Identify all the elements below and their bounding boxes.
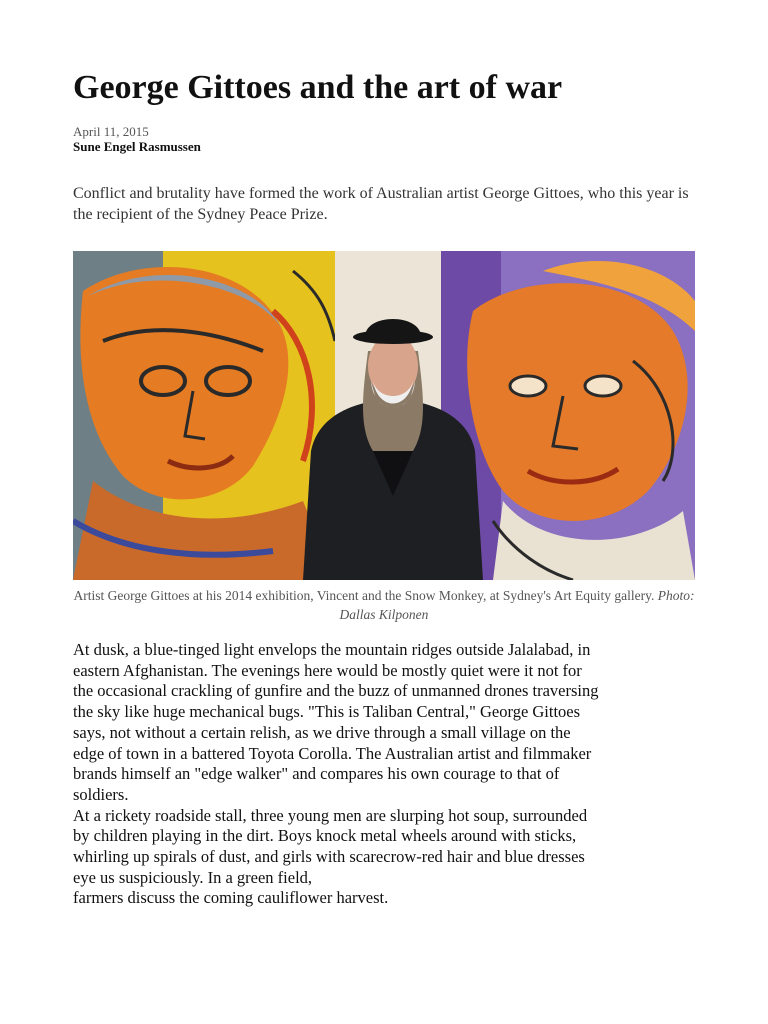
body-line: farmers discuss the coming cauliflower harvest. <box>73 888 389 908</box>
paragraph-2 <box>73 806 695 910</box>
body-line: says, not without a certain relish, as we drive through a small village on the <box>73 722 571 742</box>
body-line: the sky like huge mechanical bugs. "This is Taliban Central," George Gittoes <box>73 702 581 722</box>
caption-text: Artist George Gittoes at his 2014 exhibition, Vincent and the Snow Monkey, at Sydney's Art Equity gallery. <box>73 588 655 603</box>
photo-illustration <box>73 251 695 580</box>
article-body <box>73 640 695 909</box>
body-line: edge of town in a battered Toyota Corolla. The Australian artist and filmmaker <box>73 743 592 763</box>
body-line: by children playing in the dirt. Boys knock metal wheels around with sticks, <box>73 826 577 846</box>
body-line: whirling up spirals of dust, and girls with scarecrow-red hair and blue dresses <box>73 847 585 867</box>
body-line: eye us suspiciously. In a green field, <box>73 867 313 887</box>
article-title: George Gittoes and the art of war <box>73 69 563 106</box>
article-photo <box>73 251 695 580</box>
body-line: soldiers. <box>73 784 129 804</box>
photo-caption <box>73 586 695 624</box>
body-line: At a rickety roadside stall, three young men are slurping hot soup, surrounded <box>73 805 588 825</box>
standfirst: Conflict and brutality have formed the work of Australian artist George Gittoes, who this year is the recipient of the Sydney Peace Prize. <box>73 185 689 223</box>
body-line: At dusk, a blue-tinged light envelops the mountain ridges outside Jalalabad, in <box>73 640 591 659</box>
paragraph-1 <box>73 640 695 806</box>
publish-date: April 11, 2015 <box>73 124 149 139</box>
body-line: eastern Afghanistan. The evenings here would be mostly quiet were it not for <box>73 660 582 680</box>
body-line: brands himself an "edge walker" and compares his own courage to that of <box>73 764 560 784</box>
photo-credit: Photo: Dallas Kilponen <box>339 588 695 622</box>
body-line: the occasional crackling of gunfire and the buzz of unmanned drones traversing <box>73 681 599 701</box>
author-byline[interactable]: Sune Engel Rasmussen <box>73 139 201 154</box>
